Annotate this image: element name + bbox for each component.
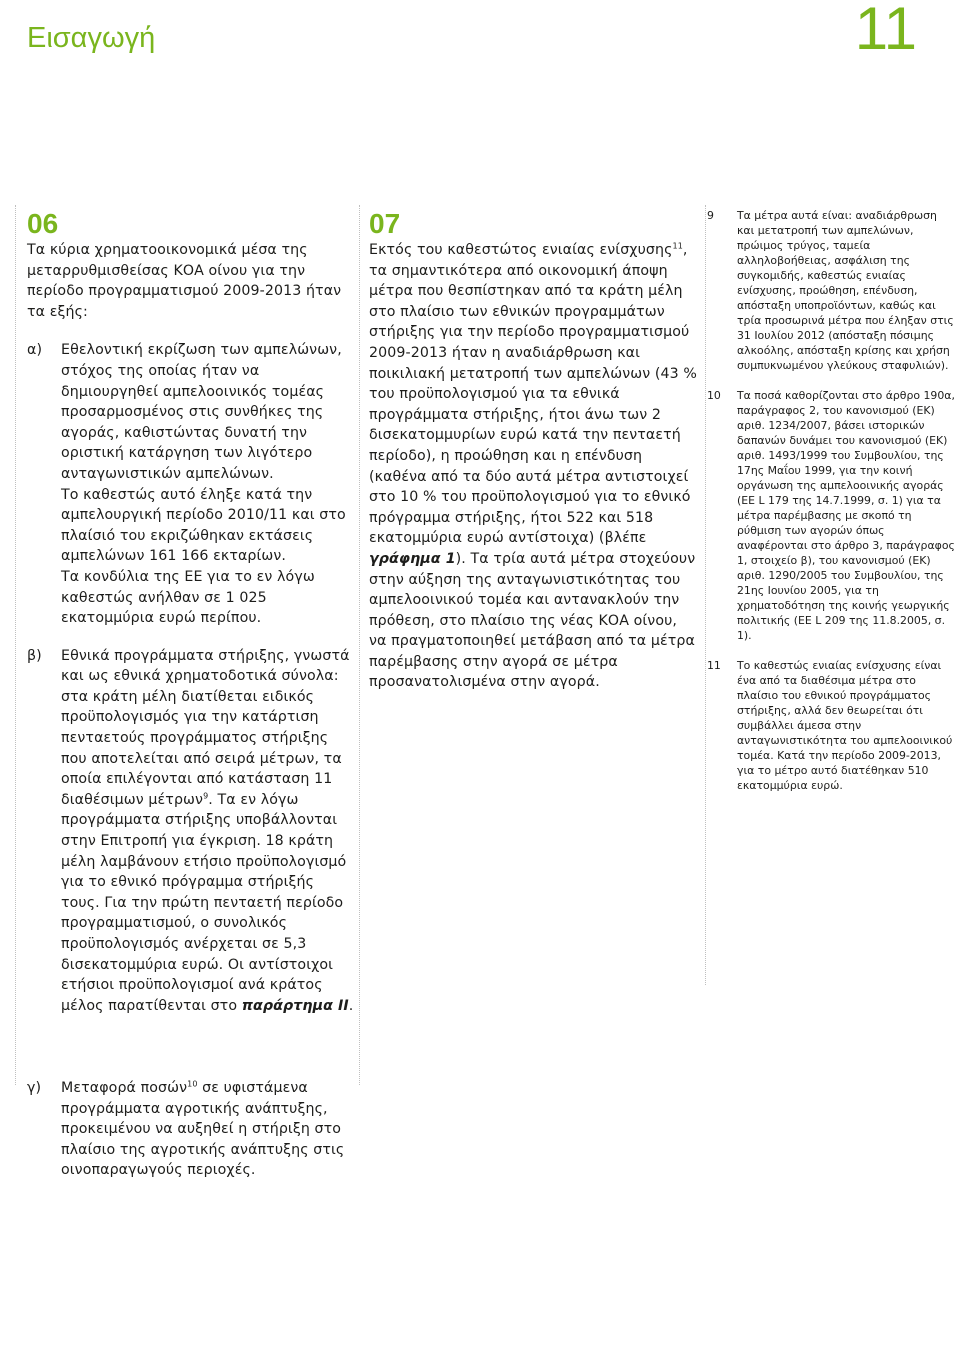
text-run: σε υφιστάμενα προγράμματα αγροτικής ανάπτυξης, προκειμένου να αυξηθεί η στήριξη στο πλαίσιο της αγροτικής ανάπτυξης στις οινοπαραγωγούς περιοχές. — [61, 1080, 345, 1179]
list-item-label: γ) — [27, 1080, 42, 1096]
footnote-ref[interactable]: 10 — [187, 1079, 198, 1089]
footnote-text: Το καθεστώς ενιαίας ενίσχυσης είναι ένα από τα διαθέσιμα μέτρα στο πλαίσιο του εθνικού προγράμματος στήριξης, αλλά δεν θεωρείται ότι συμβάλλει άμεσα στην ανταγωνιστικότητα του αμπελοοινικού τομέα. Κατά την περίοδο 2009-2013, για το μέτρο αυτό διατέθηκαν 510 εκατομμύρια ευρώ. — [737, 659, 953, 792]
footnote — [707, 388, 957, 643]
list-item-label: α) — [27, 342, 43, 359]
footnote-ref[interactable]: 9 — [203, 791, 209, 801]
column-divider — [359, 205, 360, 1085]
section-07 — [369, 208, 699, 693]
footnote-ref[interactable]: 11 — [672, 241, 683, 251]
chart-reference: γράφημα 1 — [369, 550, 456, 567]
list-item-b — [27, 646, 357, 1017]
paragraph: Εθελοντική εκρίζωση των αμπελώνων, στόχος της οποίας ήταν να δημιουργηθεί αμπελοοινικός τομέας προσαρμοσμένος στις συνθήκες της αγοράς, καθιστώντας δυνατή την οριστική κατάργηση των λιγότερο ανταγωνιστικών αμπελώνων. — [61, 342, 342, 482]
list-item-label: β) — [27, 647, 42, 664]
page-number: 11 — [854, 0, 917, 62]
footnote-text: Τα ποσά καθορίζονται στο άρθρο 190α, παράγραφος 2, του κανονισμού (ΕΚ) αριθ. 1234/2007, βάσει ιστορικών δαπανών δυνάμει του κανονισμού (ΕΚ) αριθ. 1493/1999 του Συμβουλίου, της 17ης Μαΐου 1999, για την κοινή οργάνωση της αμπελοοινικής αγοράς (ΕΕ L 179 της 14.7.1999, σ. 1) για τα μέτρα παρέμβασης με σκοπό τη ρύθμιση των αγορών όπως αναφέρονται στο άρθρο 3, παράγραφος 1, στοιχείο β), του κανονισμού (ΕΚ) αριθ. 1290/2005 του Συμβουλίου, της 21ης Ιουνίου 2005, για τη χρηματοδότηση της κοινής γεωργικής πολιτικής (ΕΕ L 209 της 11.8.2005, σ. 1). — [737, 389, 955, 642]
list-item-a — [27, 340, 357, 628]
text-run: . — [348, 997, 354, 1014]
footnote-number: 9 — [707, 209, 714, 222]
section-number: 07 — [369, 208, 401, 239]
paragraph — [61, 646, 357, 1017]
text-run: Μεταφορά ποσών — [61, 1080, 188, 1096]
annex-reference: παράρτημα ΙΙ — [241, 997, 349, 1014]
footnote — [707, 208, 957, 373]
paragraph: Το καθεστώς αυτό έληξε κατά την αμπελουργική περίοδο 2010/11 και στο πλαίσιό του εκριζώθηκαν εκτάσεις αμπελώνων 161 166 εκταρίων. — [61, 486, 346, 565]
footnote-number: 10 — [707, 389, 721, 402]
footnotes — [707, 208, 957, 808]
text-run: Εκτός του καθεστώτος ενιαίας ενίσχυσης — [369, 242, 673, 258]
section-06 — [27, 208, 357, 1033]
section-number: 06 — [27, 208, 59, 239]
column-divider — [705, 205, 706, 985]
list-item-c — [27, 1078, 347, 1181]
column-divider — [15, 205, 16, 1085]
footnote-number: 11 — [707, 659, 721, 672]
text-run: ). Τα τρία αυτά μέτρα στοχεύουν στην αύξηση της ανταγωνιστικότητας του αμπελοοινικού τομέα και αντανακλούν την πρόθεση, στο πλαίσιο της νέας ΚΟΑ οίνου, να πραγματοποιηθεί μετάβαση από τα μέτρα παρέμβασης στην αγορά σε μέτρα προσανατολισμένα στην αγορά. — [369, 550, 696, 691]
section-intro: Τα κύρια χρηματοοικονομικά μέσα της μεταρρυθμισθείσας ΚΟΑ οίνου για την περίοδο προγραμματισμού 2009-2013 ήταν τα εξής: — [27, 242, 342, 320]
paragraph — [61, 1078, 347, 1181]
text-run: . Τα εν λόγω προγράμματα στήριξης υποβάλλονται στην Επιτροπή για έγκριση. 18 κράτη μέλη λαμβάνουν ετήσιο προϋπολογισμό για το εθνικό πρόγραμμα στήριξής τους. Για την πρώτη πενταετή περίοδο προγραμματισμού, ο συνολικός προϋπολογισμός ανέρχεται σε 5,3 δισεκατομμύρια ευρώ. Οι αντίστοιχοι ετήσιοι προϋπολογισμοί ανά κράτος μέλος παρατίθενται στο — [61, 791, 347, 1014]
footnote — [707, 658, 957, 793]
text-run: , τα σημαντικότερα από οικονομική άποψη μέτρα που θεσπίστηκαν από τα κράτη μέλη στο πλαίσιο των εθνικών προγραμμάτων στήριξης για την περίοδο προγραμματισμού 2009-2013 ήταν η αναδιάρθρωση και ποικιλιακή μετατροπή των αμπελώνων (43 % του προϋπολογισμού για τα εθνικά προγράμματα στήριξης, ήτοι άνω των 2 δισεκατομμυρίων ευρώ κατά την πενταετή περίοδο), η προώθηση και η επένδυση (καθένα από τα δύο αυτά μέτρα αντιστοιχεί στο 10 % του προϋπολογισμού για το εθνικό πρόγραμμα στήριξης, ήτοι 522 και 518 εκατομμύρια ευρώ αντίστοιχα) (βλέπε — [369, 242, 697, 547]
page-title: Εισαγωγή — [27, 22, 156, 54]
paragraph: Τα κονδύλια της ΕΕ για το εν λόγω καθεστώς ανήλθαν σε 1 025 εκατομμύρια ευρώ περίπου. — [61, 568, 315, 627]
footnote-text: Τα μέτρα αυτά είναι: αναδιάρθρωση και μετατροπή των αμπελώνων, πρώιμος τρύγος, ταμεία αλληλοβοήθειας, ασφάλιση της συγκομιδής, καθεστώς ενιαίας ενίσχυσης, προώθηση, επένδυση, απόσταξη υποπροϊόντων, καθώς και τρία προσωρινά μέτρα που έληξαν στις 31 Ιουλίου 2012 (απόσταξη πόσιμης αλκοόλης, απόσταξη κρίσης και χρήση συμπυκνωμένου γλεύκους σταφυλιών). — [737, 209, 954, 372]
text-run: Εθνικά προγράμματα στήριξης, γνωστά και ως εθνικά χρηματοδοτικά σύνολα: στα κράτη μέλη διατίθεται ειδικός προϋπολογισμός για την κατάρτιση πενταετούς προγράμματος στήριξης που αποτελείται από σειρά μέτρων, τα οποία επιλέγονται από κατάσταση 11 διαθέσιμων μέτρων — [61, 647, 350, 808]
paragraph — [369, 240, 699, 693]
